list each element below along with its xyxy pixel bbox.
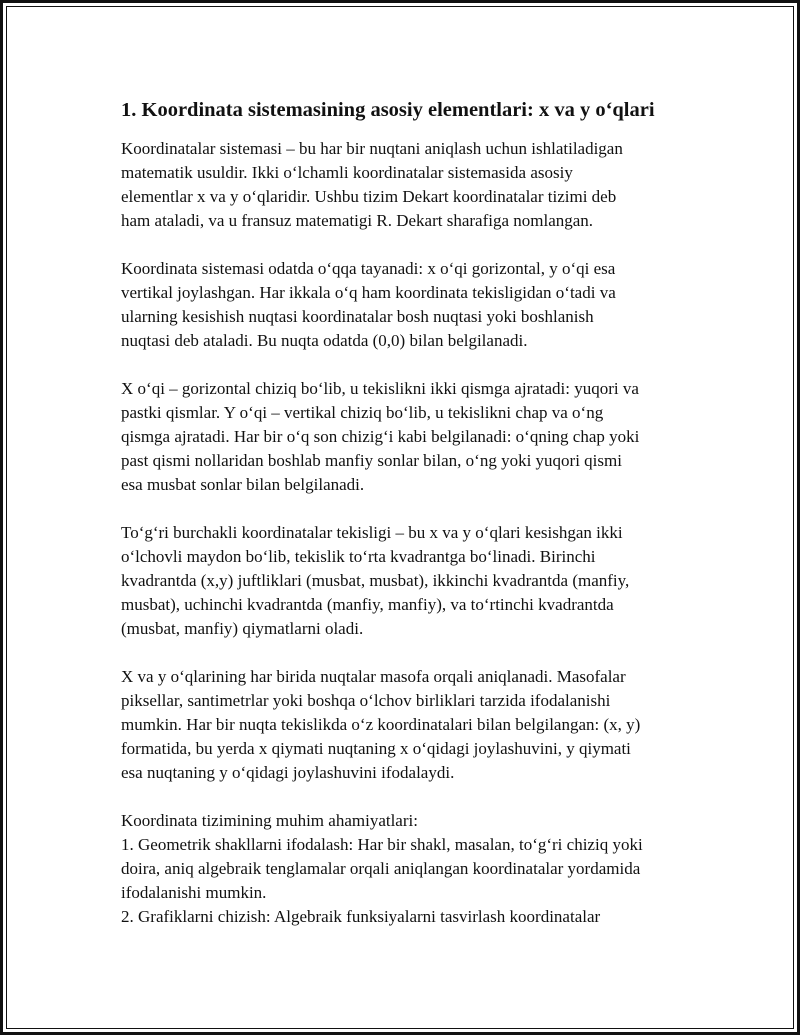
text-line: qismga ajratadi. Har bir o‘q son chizig‘i kabi belgilanadi: o‘qning chap yoki: [121, 427, 640, 446]
text-line: past qismi nollaridan boshlab manfiy sonlar bilan, o‘ng yoki yuqori qismi: [121, 451, 622, 470]
text-line: X o‘qi – gorizontal chiziq bo‘lib, u tekislikni ikki qismga ajratadi: yuqori va: [121, 379, 639, 398]
text-line: 2. Grafiklarni chizish: Algebraik funksiyalarni tasvirlash koordinatalar: [121, 907, 601, 926]
text-line: 1. Geometrik shakllarni ifodalash: Har bir shakl, masalan, to‘g‘ri chiziq yoki: [121, 835, 643, 854]
text-line: o‘lchovli maydon bo‘lib, tekislik to‘rta kvadrantga bo‘linadi. Birinchi: [121, 547, 596, 566]
paragraph-axes-basics: [121, 257, 691, 353]
text-line: ularning kesishish nuqtasi koordinatalar bosh nuqtasi yoki boshlanish: [121, 307, 594, 326]
text-line: esa nuqtaning y o‘qidagi joylashuvini ifodalaydi.: [121, 763, 455, 782]
text-line: X va y o‘qlarining har birida nuqtalar masofa orqali aniqlanadi. Masofalar: [121, 667, 626, 686]
text-line: Koordinata sistemasi odatda o‘qqa tayanadi: x o‘qi gorizontal, y o‘qi esa: [121, 259, 616, 278]
text-line: vertikal joylashgan. Har ikkala o‘q ham koordinata tekisligidan o‘tadi va: [121, 283, 616, 302]
text-line: esa musbat sonlar bilan belgilanadi.: [121, 475, 365, 494]
text-line: (musbat, manfiy) qiymatlarni oladi.: [121, 619, 364, 638]
text-line: ham ataladi, va u fransuz matematigi R. Dekart sharafiga nomlangan.: [121, 211, 594, 230]
paragraph-importance-list: [121, 809, 691, 929]
text-line: matematik usuldir. Ikki o‘lchamli koordinatalar sistemasida asosiy: [121, 163, 573, 182]
text-line: doira, aniq algebraik tenglamalar orqali aniqlangan koordinatalar yordamida: [121, 859, 641, 878]
text-line: pastki qismlar. Y o‘qi – vertikal chiziq bo‘lib, u tekislikni chap va o‘ng: [121, 403, 604, 422]
text-line: kvadrantda (x,y) juftliklari (musbat, musbat), ikkinchi kvadrantda (manfiy,: [121, 571, 630, 590]
paragraph-intro: [121, 137, 691, 233]
text-line: Koordinatalar sistemasi – bu har bir nuqtani aniqlash uchun ishlatiladigan: [121, 139, 623, 158]
text-line: musbat), uchinchi kvadrantda (manfiy, manfiy), va to‘rtinchi kvadrantda: [121, 595, 614, 614]
paragraph-quadrants: [121, 521, 691, 641]
text-line: ifodalanishi mumkin.: [121, 883, 267, 902]
text-line: Koordinata tizimining muhim ahamiyatlari:: [121, 811, 418, 830]
text-line: formatida, bu yerda x qiymati nuqtaning x o‘qidagi joylashuvini, y qiymati: [121, 739, 631, 758]
paragraph-x-y-axes: [121, 377, 691, 497]
text-line: To‘g‘ri burchakli koordinatalar tekisligi – bu x va y o‘qlari kesishgan ikki: [121, 523, 623, 542]
document-body: [121, 95, 691, 929]
text-line: mumkin. Har bir nuqta tekislikda o‘z koordinatalari bilan belgilangan: (x, y): [121, 715, 641, 734]
text-line: nuqtasi deb ataladi. Bu nuqta odatda (0,0) bilan belgilanadi.: [121, 331, 528, 350]
paragraph-distances: [121, 665, 691, 785]
page-title: 1. Koordinata sistemasining asosiy elementlari: x va y o‘qlari: [121, 99, 655, 121]
text-line: elementlar x va y o‘qlaridir. Ushbu tizim Dekart koordinatalar tizimi deb: [121, 187, 617, 206]
text-line: piksellar, santimetrlar yoki boshqa o‘lchov birliklari tarzida ifodalanishi: [121, 691, 611, 710]
